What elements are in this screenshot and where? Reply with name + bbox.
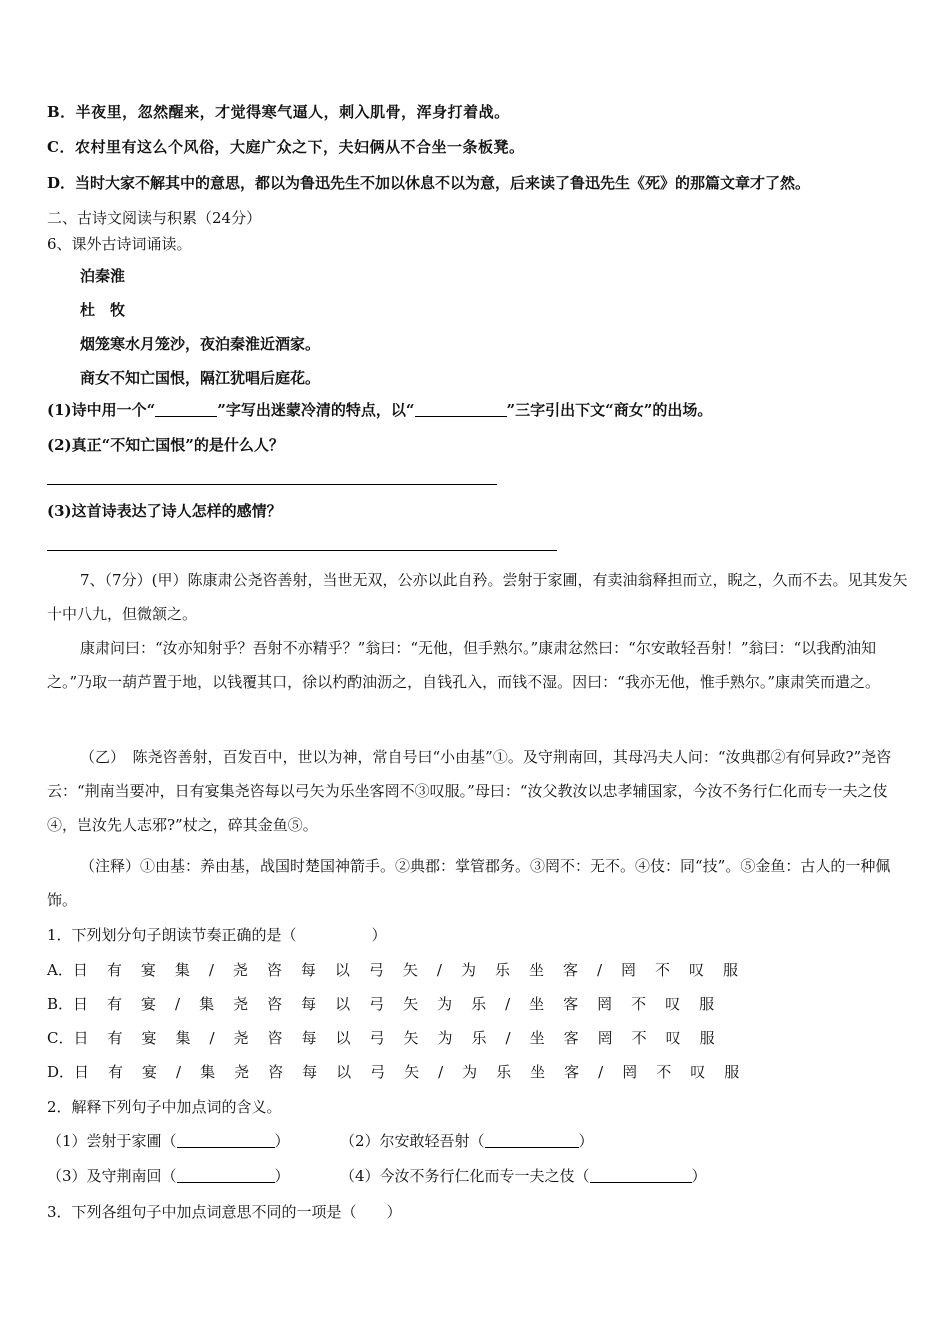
option-c: C．农村里有这么个风俗，大庭广众之下，夫妇俩从不合坐一条板凳。 <box>47 138 525 156</box>
q6-sub1-part-a: (1)诗中用一个“ <box>47 401 156 419</box>
q6-sub2: (2)真正“不知亡国恨”的是什么人？ <box>47 436 284 454</box>
answer-blank[interactable] <box>177 1132 275 1148</box>
choice-d-text: 日有宴/集尧咨每以弓矢/为乐坐客/罔不叹服 <box>74 1063 759 1081</box>
answer-blank[interactable] <box>177 1167 275 1183</box>
choice-c-label: C． <box>47 1029 74 1047</box>
answer-blank[interactable] <box>590 1167 692 1183</box>
choice-d[interactable] <box>47 1062 758 1082</box>
choice-b[interactable] <box>47 994 733 1014</box>
option-b: B．半夜里，忽然醒来，才觉得寒气逼人，刺入肌骨，浑身打着战。 <box>47 103 510 121</box>
q7-q2-stem: 2．解释下列句子中加点词的含义。 <box>47 1098 282 1116</box>
poem-title: 泊秦淮 <box>80 267 126 285</box>
choice-d-label: D． <box>47 1063 75 1081</box>
q7-q3-stem: 3．下列各组句子中加点词意思不同的一项是（ ） <box>47 1203 402 1221</box>
choice-a-text: 日有宴集/尧咨每以弓矢/为乐坐客/罔不叹服 <box>72 961 758 979</box>
poem-author: 杜 牧 <box>80 301 126 319</box>
section-heading: 二、古诗文阅读与积累（24分） <box>47 209 262 227</box>
q7-passage-jia-1: 7、（7分）(甲）陈康肃公尧咨善射，当世无双，公亦以此自矜。尝射于家圃，有卖油翁释担而立，睨之，久而不去。见其发矢十中八九，但微颔之。 <box>47 571 908 623</box>
answer-line[interactable] <box>47 484 497 485</box>
q7-passage-jia-2: 康肃问曰：“汝亦知射乎？吾射不亦精乎？”翁曰：“无他，但手熟尔。”康肃忿然曰：“尔安敢轻吾射！”翁曰：“以我酌油知之。”乃取一葫芦置于地，以钱覆其口，徐以杓酌油沥之，自钱孔入，而钱不湿。因曰：“我亦无他，惟手熟尔。”康肃笑而遣之。 <box>47 639 881 691</box>
q6-sub1-part-b: ”字写出迷蒙冷清的特点，以“ <box>217 401 415 419</box>
answer-blank[interactable] <box>485 1132 579 1148</box>
q6-sub1 <box>47 400 712 420</box>
answer-blank[interactable] <box>155 401 217 417</box>
q6-sub1-part-c: ”三字引出下文“商女”的出场。 <box>506 401 713 419</box>
q7-q1-stem: 1．下列划分句子朗读节奏正确的是（ ） <box>47 926 387 944</box>
poem-line-2: 商女不知亡国恨，隔江犹唱后庭花。 <box>80 369 321 387</box>
q7-annotations: （注释）①由基：养由基，战国时楚国神箭手。②典郡：掌管郡务。③罔不：无不。④伎：同“技”。⑤金鱼：古人的一种佩饰。 <box>47 857 891 909</box>
q7-q2-item-1: （1）尝射于家圃（ ） <box>47 1132 290 1150</box>
option-d: D．当时大家不解其中的意思，都以为鲁迅先生不加以休息不以为意，后来读了鲁迅先生《死》的那篇文章才了然。 <box>47 174 811 192</box>
answer-blank[interactable] <box>415 401 507 417</box>
q6-stem: 6、课外古诗词诵读。 <box>47 235 192 253</box>
q7-q2-item-3: （3）及守荆南回（ ） <box>47 1167 290 1185</box>
choice-b-text: 日有宴/集尧咨每以弓矢为乐/坐客罔不叹服 <box>73 995 734 1013</box>
q6-sub3: (3)这首诗表达了诗人怎样的感情？ <box>47 502 282 520</box>
poem-line-1: 烟笼寒水月笼沙，夜泊秦淮近酒家。 <box>80 335 321 353</box>
q7-q2-item-4: （4）今汝不务行仁化而专一夫之伎（ ） <box>340 1167 707 1185</box>
choice-a[interactable] <box>47 960 757 980</box>
choice-a-label: A． <box>47 961 73 979</box>
choice-b-label: B． <box>47 995 74 1013</box>
choice-c-text: 日有宴集/尧咨每以弓矢为乐/坐客罔不叹服 <box>73 1029 734 1047</box>
q7-passage-yi: （乙） 陈尧咨善射，百发百中，世以为神，常自号曰“小由基”①。及守荆南回，其母冯夫人问：“汝典郡②有何异政?”尧咨云：“荆南当要冲，日有宴集尧咨每以弓矢为乐坐客罔不③叹服。”母曰：“汝父教汝以忠孝辅国家，今汝不务行仁化而专一夫之伎④，岂汝先人志邪?”杖之，碎其金鱼⑤。 <box>47 748 892 834</box>
q7-q2-item-2: （2）尔安敢轻吾射（ ） <box>340 1132 594 1150</box>
choice-c[interactable] <box>47 1028 734 1048</box>
answer-line[interactable] <box>47 550 557 551</box>
